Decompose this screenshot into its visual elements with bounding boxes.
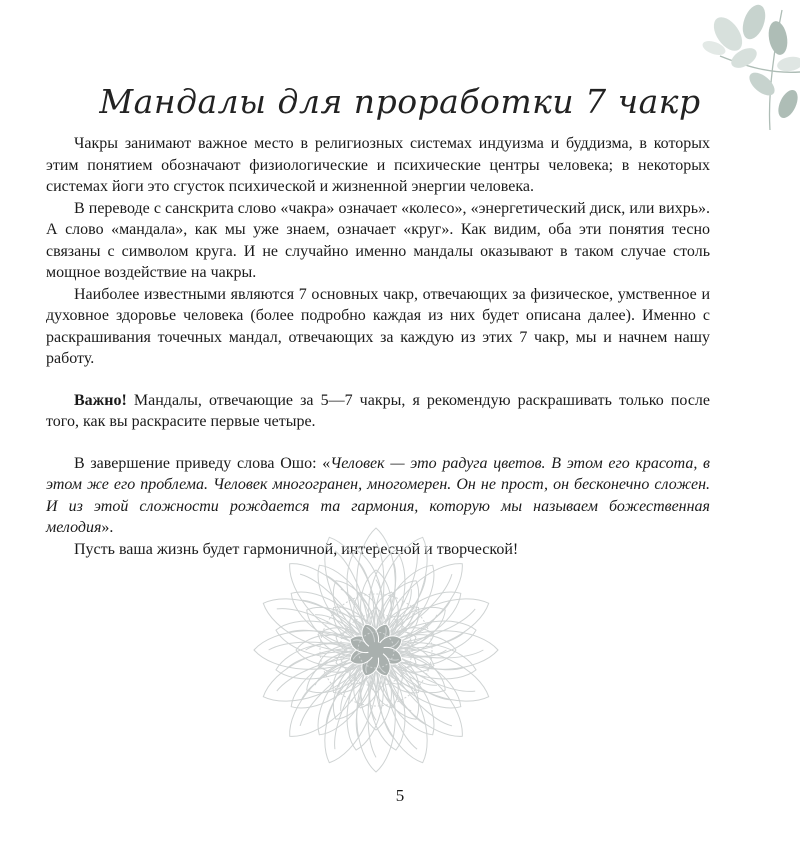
- closing-line: Пусть ваша жизнь будет гармоничной, интересной и творческой!: [74, 540, 519, 558]
- important-label: Важно!: [74, 391, 127, 409]
- quote-outro: ».: [101, 519, 114, 536]
- mandala-icon: [246, 520, 506, 780]
- paragraph: Чакры занимают важное место в религиозных системах индуизма и буддизма, в которых этим понятием обозначают физиологические и психические центры человека; в некоторых системах йоги это сгусток психической и жизненной энергии человека.: [46, 135, 710, 195]
- body-text: [46, 133, 710, 560]
- page-number: 5: [395, 786, 405, 805]
- important-note: [46, 390, 710, 433]
- quote-intro: В завершение приведу слова Ошо: «: [74, 454, 331, 472]
- page-title: Мандалы для проработки 7 чакр: [99, 82, 701, 121]
- paragraph: Наиболее известными являются 7 основных чакр, отвечающих за физическое, умственное и духовное здоровье человека (более подробно каждая из них будет описана далее). Именно с раскрашивания точечных мандал, отвечающих за каждую из этих 7 чакр, мы и начнем нашу работу.: [46, 285, 710, 367]
- important-text: Мандалы, отвечающие за 5—7 чакры, я рекомендую раскрашивать только после того, как вы раскрасите первые четыре.: [46, 391, 710, 430]
- quote-text: Человек — это радуга цветов. В этом его красота, в этом же его проблема. Человек многогранен, многомерен. Он не прост, он бесконечно сложен. И из этой сложности рождается та гармония, которую мы называем божественная мелодия: [46, 454, 710, 536]
- paragraph: В переводе с санскрита слово «чакра» означает «колесо», «энергетический диск, или вихрь». А слово «мандала», как мы уже знаем, означает «круг». Как видим, оба эти понятия тесно связаны с символом круга. И не случайно именно мандалы оказывают в таком случае столь мощное воздействие на чакры.: [46, 199, 710, 281]
